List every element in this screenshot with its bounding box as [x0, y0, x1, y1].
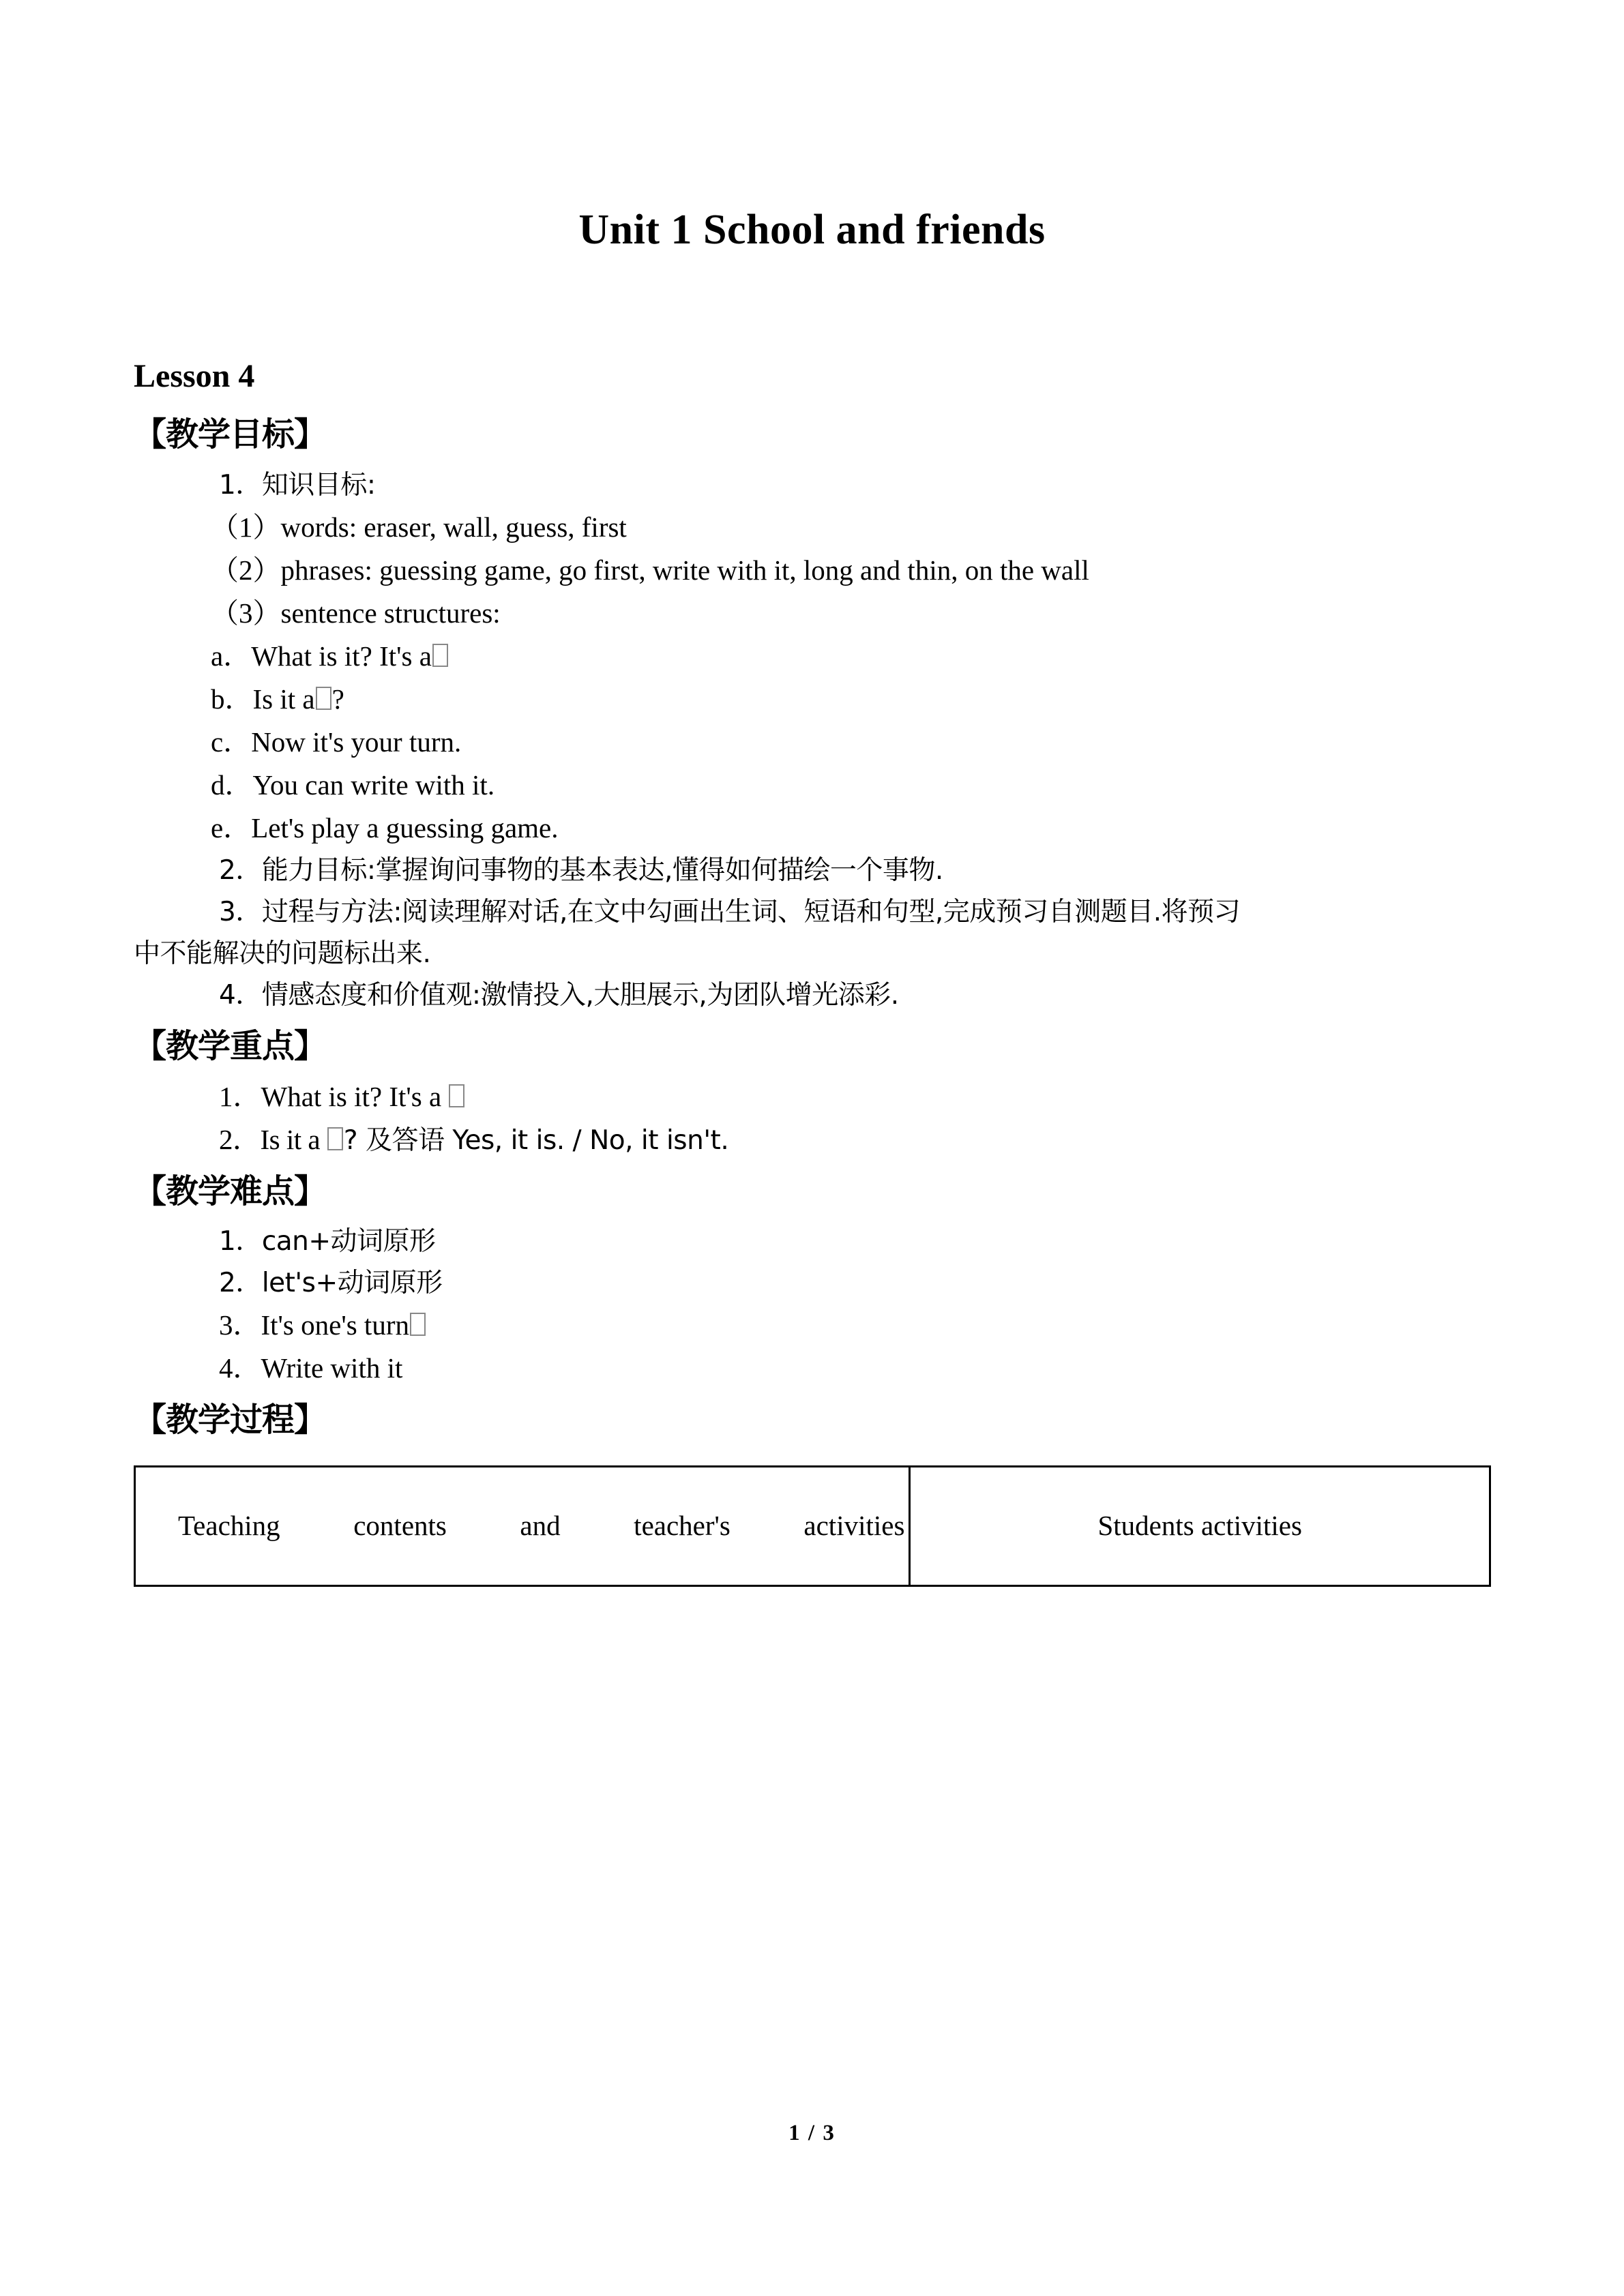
- key-point-1: [134, 1068, 1490, 1111]
- structure-marker-a: a．: [211, 640, 252, 672]
- objective-process-line2: 中不能解决的问题标出来.: [134, 938, 431, 969]
- difficult-point-1: 1．can+动词原形: [219, 1226, 436, 1257]
- difficult-point-4: 4．Write with it: [219, 1352, 403, 1384]
- missing-glyph-box-icon: [432, 644, 448, 667]
- objective-process-line1: 3．过程与方法:阅读理解对话,在文中勾画出生词、短语和句型,完成预习自测题目.将预习: [219, 896, 1241, 927]
- sentence-structure-c: [134, 713, 1490, 756]
- difficult-point-2: 2．let's+动词原形: [219, 1268, 443, 1299]
- section-heading-key-points: 【教学重点】: [134, 1026, 327, 1065]
- key-point-2-prefix: 2．Is it a: [219, 1124, 327, 1156]
- structure-text-a: What is it? It's a: [251, 640, 432, 672]
- section-heading-objectives: 【教学目标】: [134, 415, 327, 454]
- missing-glyph-box-icon: [410, 1313, 426, 1336]
- sentence-structure-e: [134, 799, 1490, 842]
- objective-words: （1）words: eraser, wall, guess, first: [211, 511, 627, 543]
- table-row: [135, 1466, 1490, 1585]
- sentence-structure-d: [134, 756, 1490, 799]
- objective-ability: 2．能力目标:掌握询问事物的基本表达,懂得如何描绘一个事物.: [219, 854, 943, 886]
- key-point-2: [134, 1111, 1490, 1157]
- key-point-2-suffix: ? 及答语 Yes, it is. / No, it isn't.: [343, 1125, 729, 1157]
- missing-glyph-box-icon: [449, 1084, 464, 1107]
- structure-text-c: Now it's your turn.: [251, 726, 462, 758]
- structure-marker-d: d．: [211, 769, 253, 801]
- structure-marker-c: c．: [211, 726, 252, 758]
- page-title: Unit 1 School and friends: [578, 207, 1046, 253]
- sentence-structure-a: [134, 627, 1490, 670]
- objective-knowledge-label: 1．知识目标:: [219, 469, 376, 501]
- objective-sentence-structures: （3）sentence structures:: [211, 597, 501, 629]
- structure-text-b-suffix: ?: [331, 683, 344, 715]
- structure-marker-b: b．: [211, 683, 253, 715]
- key-point-1-text: 1．What is it? It's a: [219, 1081, 449, 1113]
- table-header-students-activities: Students activities: [910, 1466, 1490, 1585]
- difficult-point-3-text: 3．It's one's turn: [219, 1309, 409, 1341]
- objective-phrases: （2）phrases: guessing game, go first, write with it, long and thin, on the wall: [211, 554, 1089, 586]
- structure-text-e: Let's play a guessing game.: [251, 811, 559, 844]
- missing-glyph-box-icon: [327, 1127, 343, 1150]
- difficult-point-3: [134, 1296, 1490, 1339]
- objective-attitude: 4．情感态度和价值观:激情投入,大胆展示,为团队增光添彩.: [219, 979, 899, 1011]
- structure-text-d: You can write with it.: [252, 769, 495, 801]
- section-heading-difficult-points: 【教学难点】: [134, 1172, 327, 1211]
- table-header-teaching-contents-label: Teaching contents and teacher's activities: [178, 1510, 905, 1542]
- teaching-process-table: [134, 1465, 1491, 1587]
- missing-glyph-box-icon: [316, 687, 331, 710]
- structure-marker-e: e．: [211, 811, 252, 844]
- sentence-structure-b: [134, 670, 1490, 713]
- table-header-teaching-contents: [135, 1466, 910, 1585]
- lesson-heading: Lesson 4: [134, 358, 255, 395]
- page-footer: 1 / 3: [788, 2121, 836, 2145]
- structure-text-b: Is it a: [252, 683, 315, 715]
- section-heading-process: 【教学过程】: [134, 1401, 327, 1440]
